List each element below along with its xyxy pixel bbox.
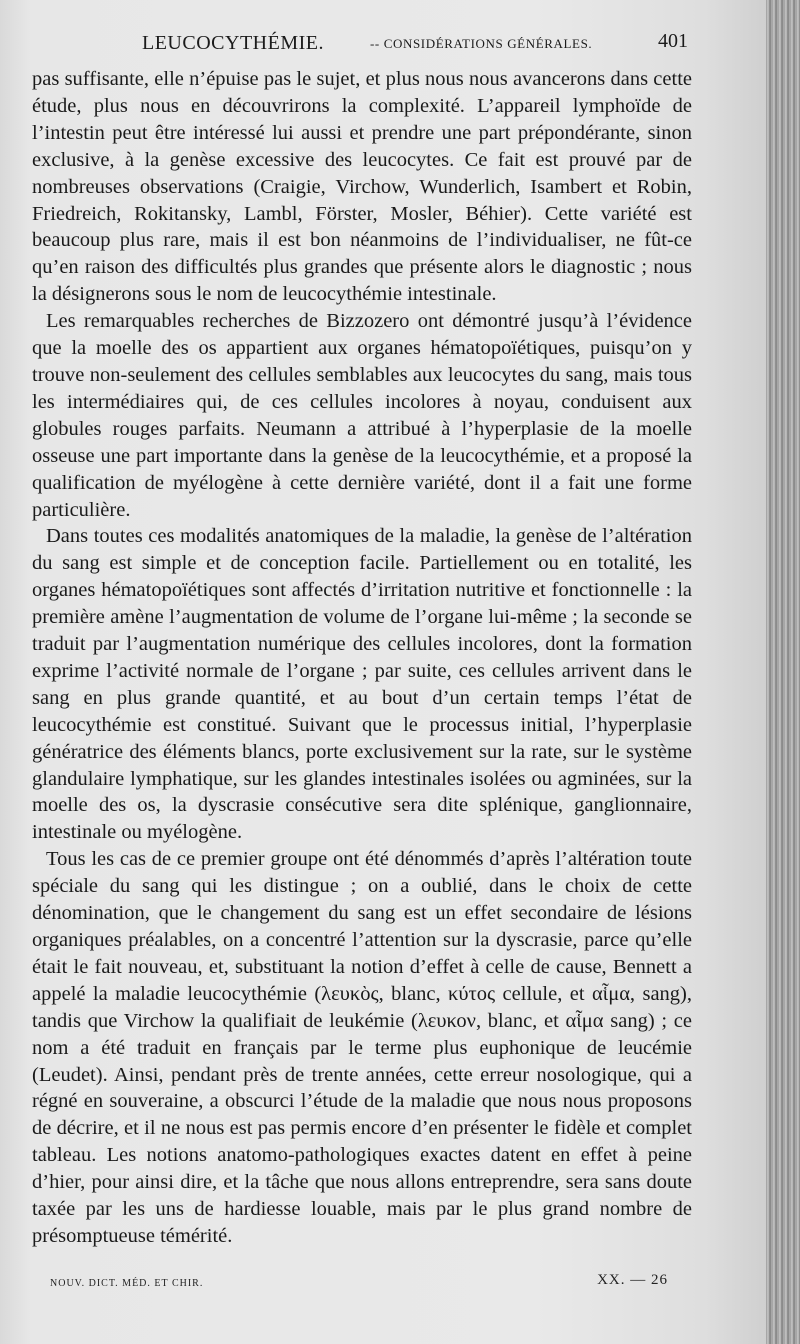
paragraph: pas suffisante, elle n’épuise pas le sujet, et plus nous nous avancerons dans cette étude, plus nous en découvrirons la complexité. L’appareil lymphoïde de l’intestin peut être intéressé lui aussi et prendre une part prépondérante, sinon exclusive, à la genèse excessive des leucocytes. Ce fait est prouvé par de nombreuses observations (Craigie, Virchow, Wunderlich, Isambert et Robin, Friedreich, Rokitansky, Lambl, Förster, Mosler, Béhier). Cette variété est beaucoup plus rare, mais il est bon néanmoins de l’individualiser, ne fût-ce qu’en raison des difficultés plus grandes que présente alors le diagnostic ; nous la désignerons sous le nom de leucocythémie intestinale. — [32, 68, 692, 306]
page-number: 401 — [658, 30, 688, 52]
running-title: LEUCOCYTHÉMIE. — [142, 32, 324, 54]
page-edge — [766, 0, 800, 1344]
paragraph: Les remarquables recherches de Bizzozero ont démontré jusqu’à l’évidence que la moelle des os appartient aux organes hématopoïétiques, puisqu’on y trouve non-seulement des cellules semblables aux leucocytes du sang, mais tous les intermédiaires qui, de ces cellules incolores à noyau, conduisent aux globules rouges parfaits. Neumann a attribué à l’hyperplasie de la moelle osseuse une part importante dans la genèse de la leucocythémie, et a proposé la qualification de myélogène à cette dernière variété, dont il a fait une forme particulière. — [32, 310, 692, 521]
running-header — [32, 28, 692, 60]
page-footer — [50, 1270, 690, 1294]
paragraph: Dans toutes ces modalités anatomiques de la maladie, la genèse de l’altération du sang est simple et de conception facile. Partiellement ou en totalité, les organes hématopoïétiques sont affectés d’irritation nutritive et fonctionnelle : la première amène l’augmentation de volume de l’organe lui-même ; la seconde se traduit par l’augmentation numérique des cellules incolores, dont la formation exprime l’activité normale de l’organe ; par suite, ces cellules arrivent dans le sang en plus grande quantité, et au bout d’un certain temps l’état de leucocythémie est constitué. Suivant que le processus initial, l’hyperplasie génératrice des éléments blancs, porte exclusivement sur la rate, sur le système glandulaire lymphatique, sur les glandes intestinales isolées ou agminées, sur la moelle des os, la dyscrasie consécutive sera dite splénique, ganglionnaire, intestinale ou myélogène. — [32, 525, 692, 844]
footer-signature: NOUV. DICT. MÉD. ET CHIR. — [50, 1278, 204, 1289]
footer-volume: XX. — 26 — [597, 1272, 668, 1288]
body-text — [32, 66, 692, 1250]
paragraph: Tous les cas de ce premier groupe ont été dénommés d’après l’altération toute spéciale du sang qui les distingue ; on a oublié, dans le choix de cette dénomination, que le changement du sang est un effet secondaire de lésions organiques préalables, on a concentré l’attention sur la dyscrasie, parce qu’elle était le fait nouveau, et, substituant la notion d’effet à celle de cause, Bennett a appelé la maladie leucocythémie (λευκὸς, blanc, κύτος cellule, et αἷμα, sang), tandis que Virchow la qualifiait de leukémie (λευκον, blanc, et αἷμα sang) ; ce nom a été traduit en français par le terme plus euphonique de leucémie (Leudet). Ainsi, pendant près de trente années, cette erreur nosologique, qui a régné en souveraine, a obscurci l’étude de la maladie que nous nous proposons de décrire, et il ne nous est pas permis encore d’en présenter le fidèle et complet tableau. Les notions anatomo-pathologiques exactes datent en effet à peine d’hier, pour ainsi dire, et la tâche que nous allons entreprendre, sera sans doute taxée par les uns de hardiesse louable, mais par le plus grand nombre de présomptueuse témérité. — [32, 848, 692, 1247]
running-subtitle: -- CONSIDÉRATIONS GÉNÉRALES. — [370, 36, 593, 51]
